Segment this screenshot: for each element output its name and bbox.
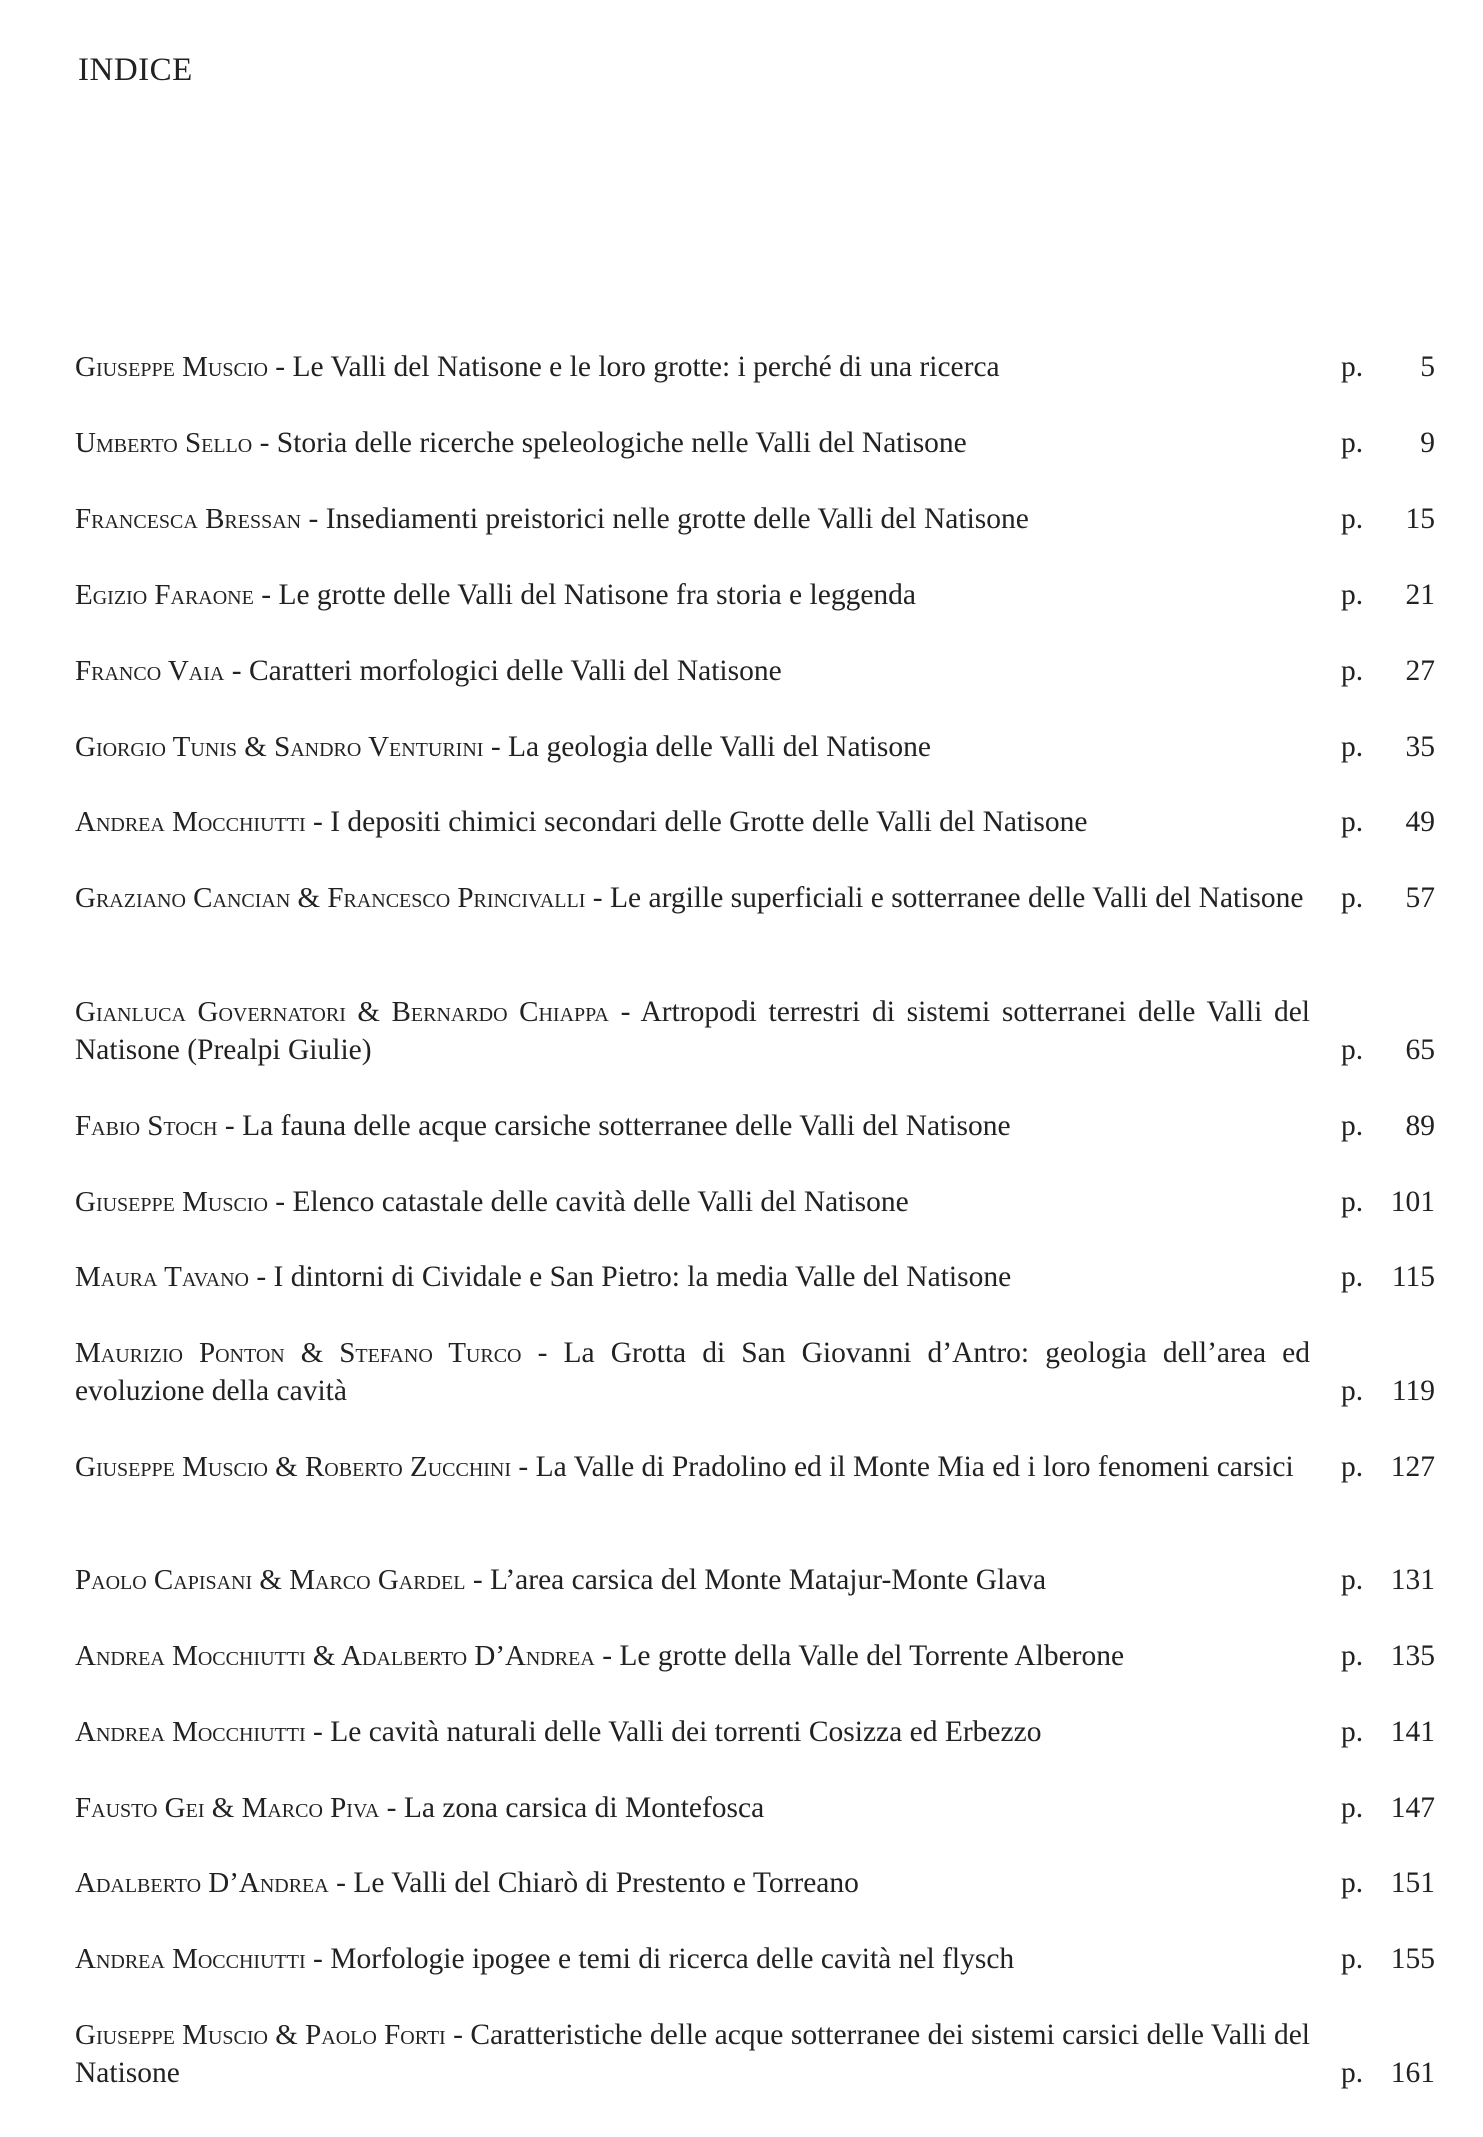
page-reference bbox=[1341, 1183, 1435, 1221]
entry-authors: Egizio Faraone bbox=[75, 579, 254, 611]
toc-entry bbox=[75, 803, 1435, 841]
page-reference bbox=[1341, 348, 1435, 386]
toc-entry-text: Maurizio Ponton & Stefano Turco - La Grotta di San Giovanni d’Antro: geologia dell’area ed evoluzione della cavità bbox=[75, 1337, 1310, 1407]
entry-authors: Graziano Cancian & Francesco Princivalli bbox=[75, 882, 586, 914]
page-prefix: p. bbox=[1341, 1186, 1364, 1218]
toc-entry bbox=[75, 1258, 1435, 1296]
page-prefix: p. bbox=[1341, 655, 1364, 687]
toc-entry bbox=[75, 1864, 1435, 1902]
toc-entry bbox=[75, 1713, 1435, 1751]
toc-entry bbox=[75, 1107, 1435, 1145]
page-number: 35 bbox=[1405, 731, 1435, 763]
page-prefix: p. bbox=[1341, 427, 1364, 459]
page-number: 101 bbox=[1390, 1186, 1435, 1218]
toc-entry bbox=[75, 1334, 1435, 1410]
page-number: 161 bbox=[1390, 2057, 1435, 2089]
page-number: 131 bbox=[1390, 1564, 1435, 1596]
entry-title: I depositi chimici secondari delle Grotte delle Valli del Natisone bbox=[330, 806, 1088, 838]
entry-authors: Giuseppe Muscio & Roberto Zucchini bbox=[75, 1451, 512, 1483]
toc-entry-text: Umberto Sello - Storia delle ricerche speleologiche nelle Valli del Natisone bbox=[75, 427, 967, 459]
toc-entry bbox=[75, 1183, 1435, 1221]
entry-authors: Fabio Stoch bbox=[75, 1110, 218, 1142]
entry-title: La Grotta di San Giovanni d’Antro: geologia dell’area ed evoluzione della cavità bbox=[75, 1337, 1310, 1407]
entry-authors: Fausto Gei & Marco Piva bbox=[75, 1792, 380, 1824]
toc-entry-text: Giuseppe Muscio - Le Valli del Natisone e le loro grotte: i perché di una ricerca bbox=[75, 351, 1000, 383]
page-reference bbox=[1341, 576, 1435, 614]
page-prefix: p. bbox=[1341, 1867, 1364, 1899]
toc-entry bbox=[75, 500, 1435, 538]
page-reference bbox=[1341, 1789, 1435, 1827]
page-reference bbox=[1341, 1107, 1435, 1145]
entry-authors: Umberto Sello bbox=[75, 427, 253, 459]
toc-entry-text: Giuseppe Muscio & Roberto Zucchini - La Valle di Pradolino ed il Monte Mia ed i loro fenomeni carsici bbox=[75, 1451, 1294, 1483]
page-reference bbox=[1341, 2054, 1435, 2092]
entry-authors: Francesca Bressan bbox=[75, 503, 302, 535]
entry-title: Le grotte delle Valli del Natisone fra storia e leggenda bbox=[278, 579, 917, 611]
entry-authors: Paolo Capisani & Marco Gardel bbox=[75, 1564, 466, 1596]
entry-title: Le grotte della Valle del Torrente Alberone bbox=[619, 1640, 1125, 1672]
toc-entry bbox=[75, 424, 1435, 462]
entry-authors: Maurizio Ponton & Stefano Turco bbox=[75, 1337, 522, 1369]
entry-authors: Giuseppe Muscio & Paolo Forti bbox=[75, 2019, 446, 2051]
page-reference bbox=[1341, 500, 1435, 538]
toc-entry-text: Fabio Stoch - La fauna delle acque carsiche sotterranee delle Valli del Natisone bbox=[75, 1110, 1011, 1142]
page-prefix: p. bbox=[1341, 2057, 1364, 2089]
page-number: 155 bbox=[1390, 1943, 1435, 1975]
page-reference bbox=[1341, 424, 1435, 462]
toc-entry-text: Franco Vaia - Caratteri morfologici delle Valli del Natisone bbox=[75, 655, 782, 687]
page-number: 135 bbox=[1390, 1640, 1435, 1672]
page-reference bbox=[1341, 1258, 1435, 1296]
entry-title: L’area carsica del Monte Matajur-Monte Glava bbox=[490, 1564, 1047, 1596]
page-prefix: p. bbox=[1341, 1640, 1364, 1672]
page-reference bbox=[1341, 1864, 1435, 1902]
page-reference bbox=[1341, 1713, 1435, 1751]
entry-title: Le argille superficiali e sotterranee delle Valli del Natisone bbox=[609, 882, 1304, 914]
page-prefix: p. bbox=[1341, 806, 1364, 838]
page-prefix: p. bbox=[1341, 731, 1364, 763]
page-prefix: p. bbox=[1341, 1034, 1364, 1066]
entry-authors: Maura Tavano bbox=[75, 1261, 249, 1293]
page-prefix: p. bbox=[1341, 579, 1364, 611]
toc-entry-text: Andrea Mocchiutti & Adalberto D’Andrea - Le grotte della Valle del Torrente Alberone bbox=[75, 1640, 1125, 1672]
entry-title: La geologia delle Valli del Natisone bbox=[508, 731, 931, 763]
page-prefix: p. bbox=[1341, 1564, 1364, 1596]
page-reference bbox=[1341, 728, 1435, 766]
entry-authors: Andrea Mocchiutti & Adalberto D’Andrea bbox=[75, 1640, 595, 1672]
toc-entry bbox=[75, 348, 1435, 386]
toc-entry bbox=[75, 652, 1435, 690]
entry-title: Storia delle ricerche speleologiche nelle Valli del Natisone bbox=[276, 427, 967, 459]
entry-title: Morfologie ipogee e temi di ricerca delle cavità nel flysch bbox=[330, 1943, 1015, 1975]
entry-title: Caratteristiche delle acque sotterranee dei sistemi carsici delle Valli del Natisone bbox=[75, 2019, 1311, 2089]
toc-entry-text: Giuseppe Muscio & Paolo Forti - Caratteristiche delle acque sotterranee dei sistemi carsici delle Valli del Natisone bbox=[75, 2019, 1311, 2089]
page-reference bbox=[1341, 879, 1435, 917]
entry-title: La fauna delle acque carsiche sotterranee delle Valli del Natisone bbox=[242, 1110, 1011, 1142]
toc-entry bbox=[75, 879, 1435, 917]
page-prefix: p. bbox=[1341, 1943, 1364, 1975]
toc-entry-text: Adalberto D’Andrea - Le Valli del Chiarò di Prestento e Torreano bbox=[75, 1867, 859, 1899]
toc-entry bbox=[75, 1789, 1435, 1827]
toc-entry bbox=[75, 728, 1435, 766]
page-prefix: p. bbox=[1341, 1716, 1364, 1748]
toc-entry-text: Andrea Mocchiutti - Le cavità naturali delle Valli dei torrenti Cosizza ed Erbezzo bbox=[75, 1716, 1042, 1748]
page-number: 9 bbox=[1420, 427, 1435, 459]
entry-authors: Giorgio Tunis & Sandro Venturini bbox=[75, 731, 484, 763]
entry-title: Le Valli del Natisone e le loro grotte: i perché di una ricerca bbox=[292, 351, 1000, 383]
page-prefix: p. bbox=[1341, 1375, 1364, 1407]
entry-authors: Andrea Mocchiutti bbox=[75, 1943, 306, 1975]
page-reference bbox=[1341, 1448, 1435, 1486]
entry-title: Artropodi terrestri di sistemi sotterranei delle Valli del Natisone (Prealpi Giulie) bbox=[75, 996, 1310, 1066]
toc-entry-text: Graziano Cancian & Francesco Princivalli - Le argille superficiali e sotterranee delle Valli del Natisone bbox=[75, 882, 1304, 914]
page-number: 119 bbox=[1391, 1375, 1435, 1407]
page-reference bbox=[1341, 1637, 1435, 1675]
page-reference bbox=[1341, 1561, 1435, 1599]
entry-authors: Adalberto D’Andrea bbox=[75, 1867, 329, 1899]
page-number: 89 bbox=[1405, 1110, 1435, 1142]
toc-entry-text: Egizio Faraone - Le grotte delle Valli del Natisone fra storia e leggenda bbox=[75, 579, 917, 611]
page-prefix: p. bbox=[1341, 1792, 1364, 1824]
entry-title: Le Valli del Chiarò di Prestento e Torreano bbox=[353, 1867, 859, 1899]
page-prefix: p. bbox=[1341, 1451, 1364, 1483]
page-number: 147 bbox=[1390, 1792, 1435, 1824]
toc-entry bbox=[75, 993, 1435, 1069]
entry-authors: Giuseppe Muscio bbox=[75, 351, 268, 383]
toc-entry bbox=[75, 1940, 1435, 1978]
toc-entry bbox=[75, 1637, 1435, 1675]
toc-entry-text: Giorgio Tunis & Sandro Venturini - La geologia delle Valli del Natisone bbox=[75, 731, 931, 763]
page-prefix: p. bbox=[1341, 503, 1364, 535]
entry-authors: Gianluca Governatori & Bernardo Chiappa bbox=[75, 996, 609, 1028]
entry-title: Elenco catastale delle cavità delle Valli del Natisone bbox=[292, 1186, 909, 1218]
entry-title: Insediamenti preistorici nelle grotte delle Valli del Natisone bbox=[325, 503, 1029, 535]
page-reference bbox=[1341, 1940, 1435, 1978]
toc-entry-text: Giuseppe Muscio - Elenco catastale delle cavità delle Valli del Natisone bbox=[75, 1186, 909, 1218]
entry-title: Le cavità naturali delle Valli dei torrenti Cosizza ed Erbezzo bbox=[330, 1716, 1042, 1748]
toc-entry bbox=[75, 1448, 1435, 1486]
page-number: 115 bbox=[1391, 1261, 1435, 1293]
page-prefix: p. bbox=[1341, 1110, 1364, 1142]
toc-entry-text: Andrea Mocchiutti - I depositi chimici secondari delle Grotte delle Valli del Natisone bbox=[75, 806, 1088, 838]
toc-entry-text: Paolo Capisani & Marco Gardel - L’area carsica del Monte Matajur-Monte Glava bbox=[75, 1564, 1047, 1596]
entry-authors: Andrea Mocchiutti bbox=[75, 1716, 306, 1748]
page-number: 57 bbox=[1405, 882, 1435, 914]
toc-entry-text: Maura Tavano - I dintorni di Cividale e San Pietro: la media Valle del Natisone bbox=[75, 1261, 1012, 1293]
entry-authors: Franco Vaia bbox=[75, 655, 225, 687]
index-heading: INDICE bbox=[78, 52, 193, 88]
page-reference bbox=[1341, 803, 1435, 841]
page-number: 15 bbox=[1405, 503, 1435, 535]
entry-authors: Giuseppe Muscio bbox=[75, 1186, 268, 1218]
entry-title: Caratteri morfologici delle Valli del Natisone bbox=[248, 655, 782, 687]
entry-authors: Andrea Mocchiutti bbox=[75, 806, 306, 838]
page-reference bbox=[1341, 652, 1435, 690]
toc-entry-text: Andrea Mocchiutti - Morfologie ipogee e temi di ricerca delle cavità nel flysch bbox=[75, 1943, 1015, 1975]
toc-entry-text: Gianluca Governatori & Bernardo Chiappa - Artropodi terrestri di sistemi sotterranei delle Valli del Natisone (Prealpi Giulie) bbox=[75, 996, 1310, 1066]
page-reference bbox=[1341, 1031, 1435, 1069]
page-number: 21 bbox=[1405, 579, 1435, 611]
page-number: 27 bbox=[1405, 655, 1435, 687]
page-reference bbox=[1341, 1372, 1435, 1410]
page-number: 141 bbox=[1390, 1716, 1435, 1748]
toc-entry-text: Francesca Bressan - Insediamenti preistorici nelle grotte delle Valli del Natisone bbox=[75, 503, 1029, 535]
page-number: 49 bbox=[1405, 806, 1435, 838]
toc-entry-text: Fausto Gei & Marco Piva - La zona carsica di Montefosca bbox=[75, 1792, 765, 1824]
page-number: 5 bbox=[1420, 351, 1435, 383]
entry-title: I dintorni di Cividale e San Pietro: la media Valle del Natisone bbox=[273, 1261, 1012, 1293]
page-prefix: p. bbox=[1341, 351, 1364, 383]
page-number: 65 bbox=[1405, 1034, 1435, 1066]
toc-entry bbox=[75, 1561, 1435, 1599]
page-number: 127 bbox=[1390, 1451, 1435, 1483]
toc-entry bbox=[75, 576, 1435, 614]
page-prefix: p. bbox=[1341, 882, 1364, 914]
entry-title: La Valle di Pradolino ed il Monte Mia ed i loro fenomeni carsici bbox=[535, 1451, 1294, 1483]
page-number: 151 bbox=[1390, 1867, 1435, 1899]
toc-entry bbox=[75, 2016, 1435, 2092]
entry-title: La zona carsica di Montefosca bbox=[403, 1792, 765, 1824]
page-prefix: p. bbox=[1341, 1261, 1364, 1293]
